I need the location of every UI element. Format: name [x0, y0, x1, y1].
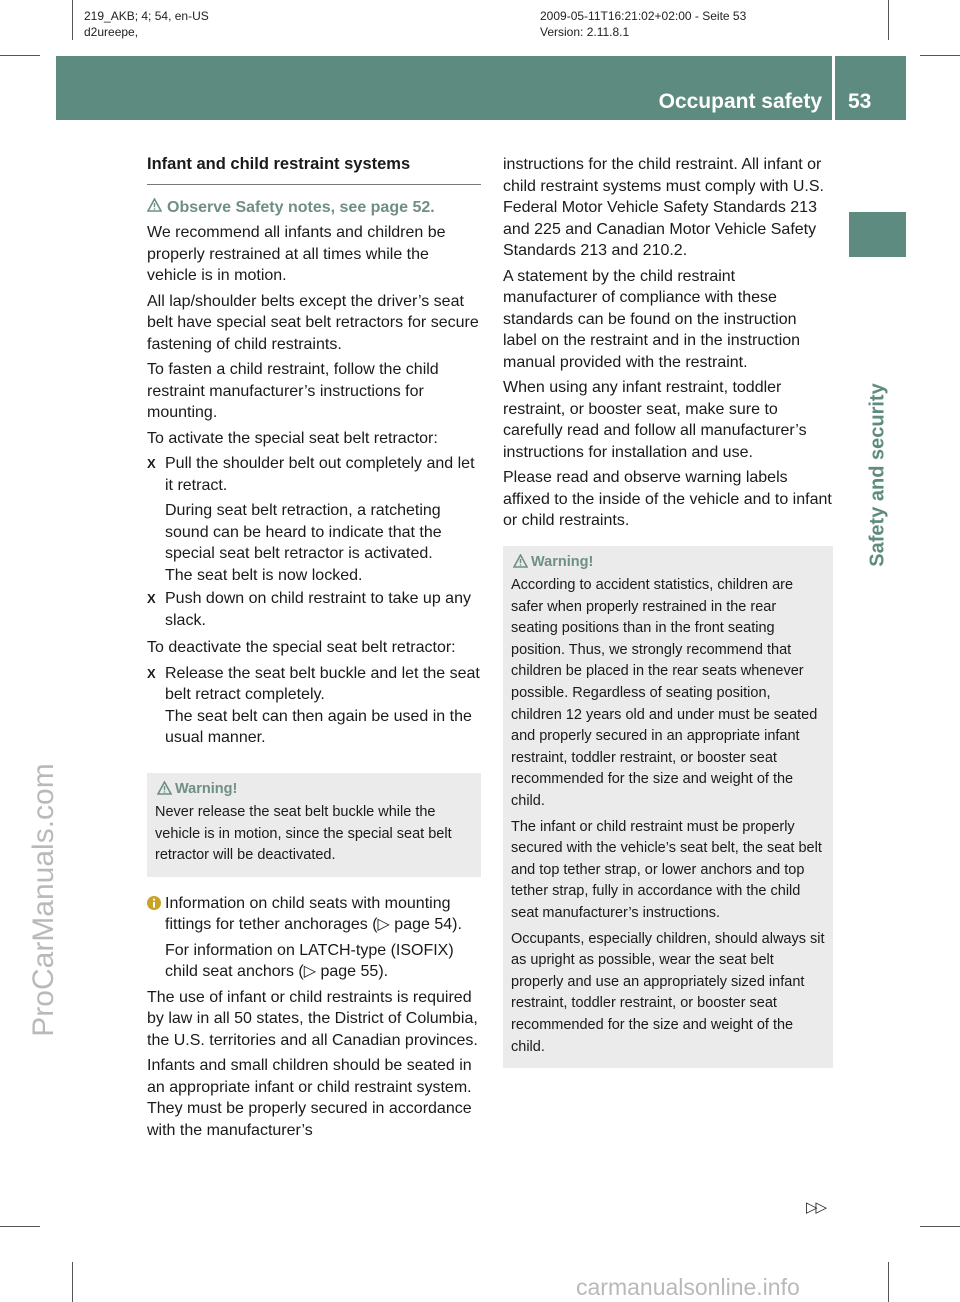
step-text: Release the seat belt buckle and let the seat belt retract completely.: [165, 664, 480, 703]
paragraph: All lap/shoulder belts except the driver’s seat belt have special seat belt retractors for secure fastening of child restraints.: [147, 292, 479, 353]
warning-title-text: Warning!: [531, 553, 594, 570]
crop-mark: [888, 0, 889, 40]
warning-text: According to accident statistics, children are safer when properly restrained in the rear seating positions than in the front seating position. Thus, we strongly recommend that children be placed in the rear seats whenever possible. Regardless of seating position, children 12 years old and under must be seated and properly secured in an appropriate infant restraint, toddler restraint, or booster seat recommended for the size and weight of the child.: [511, 577, 818, 810]
continue-arrows-icon: ▷▷: [806, 1199, 826, 1216]
step-x-icon: X: [147, 665, 156, 681]
info-icon: [147, 896, 161, 910]
paragraph: A statement by the child restraint manufacturer of compliance with these standards can be found on the instruction label on the restraint and in the instruction manual provided with the restraint.: [503, 267, 801, 371]
meta-left-line2: d2ureepe,: [84, 25, 139, 39]
crop-mark: [72, 1262, 73, 1302]
header-separator: [832, 56, 835, 120]
meta-left-line1: 219_AKB; 4; 54, en-US: [84, 9, 209, 23]
step-result: The seat belt is now locked.: [165, 566, 363, 584]
warning-title: [155, 779, 473, 801]
warning-triangle-icon: [513, 554, 528, 568]
print-meta-right: [540, 8, 746, 40]
watermark-left-text: ProCarManuals.com: [27, 763, 60, 1037]
paragraph: To deactivate the special seat belt retractor:: [147, 639, 456, 656]
crop-mark: [0, 1226, 40, 1227]
page-number: 53: [848, 90, 872, 113]
right-column: [503, 154, 833, 1084]
warning-box: [147, 773, 481, 877]
watermark-bottom: carmanualsonline.info: [576, 1274, 800, 1300]
paragraph: The use of infant or child restraints is required by law in all 50 states, the District of Columbia, the U.S. territories and all Canadian provinces.: [147, 988, 478, 1049]
paragraph: Please read and observe warning labels affixed to the inside of the vehicle and to infant or child restraints.: [503, 469, 832, 529]
side-chapter-text: Safety and security: [866, 383, 889, 567]
warning-title: [511, 552, 825, 574]
step-x-icon: X: [147, 591, 156, 606]
paragraph: Infants and small children should be seated in an appropriate infant or child restraint system. They must be properly secured in accordance with the manufacturer’s: [147, 1057, 472, 1139]
meta-right-line2: Version: 2.11.8.1: [540, 25, 630, 39]
step-item: [147, 453, 481, 586]
paragraph: We recommend all infants and children be properly restrained at all times while the vehicle is in motion.: [147, 224, 446, 284]
observe-note: [147, 197, 481, 219]
paragraph: To fasten a child restraint, follow the child restraint manufacturer’s instructions for mounting.: [147, 361, 439, 421]
warning-text: The infant or child restraint must be properly secured with the vehicle’s seat belt, the seat belt and top tether strap, or lower anchors and top tether strap, fully in accordance with the child seat manufacturer’s instructions.: [511, 818, 822, 921]
side-tab-marker: [849, 212, 906, 257]
crop-mark: [0, 55, 40, 56]
warning-title-text: Warning!: [175, 780, 238, 797]
step-text: Pull the shoulder belt out completely and let it retract.: [165, 455, 475, 494]
warning-text: Never release the seat belt buckle while the vehicle is in motion, since the special seat belt retractor will be deactivated.: [155, 804, 452, 864]
info-note: [147, 893, 481, 983]
observe-text: Observe Safety notes, see page 52.: [167, 198, 435, 216]
crop-mark: [72, 0, 73, 40]
crop-mark: [888, 1262, 889, 1302]
step-result: The seat belt can then again be used in the usual manner.: [165, 707, 472, 746]
meta-right-line1: 2009-05-11T16:21:02+02:00 - Seite 53: [540, 9, 747, 23]
warning-triangle-icon: [157, 781, 172, 795]
info-text: For information on LATCH-type (ISOFIX) child seat anchors (▷ page 55).: [165, 941, 454, 981]
section-title: Occupant safety: [658, 90, 822, 113]
crop-mark: [920, 1226, 960, 1227]
warning-triangle-icon: [147, 198, 162, 212]
left-column: [147, 154, 481, 1145]
step-item: [147, 663, 481, 749]
paragraph: When using any infant restraint, toddler restraint, or booster seat, make sure to carefully read and follow all manufacturer’s instructions for installation and use.: [503, 379, 807, 461]
info-text: Information on child seats with mounting fittings for tether anchorages (▷ page 54).: [165, 894, 462, 934]
paragraph: To activate the special seat belt retractor:: [147, 429, 438, 447]
step-text: Push down on child restraint to take up any slack.: [165, 590, 471, 629]
warning-box: [503, 546, 833, 1069]
step-item: [147, 588, 481, 631]
step-x-icon: X: [147, 456, 156, 471]
warning-text: Occupants, especially children, should always sit as upright as possible, wear the seat belt properly and use an appropriately sized infant restraint, toddler restraint, or booster seat recommended for the size and weight of the child.: [511, 930, 825, 1055]
print-meta-left: [84, 8, 209, 40]
section-heading: Infant and child restraint systems: [147, 154, 481, 185]
step-result: During seat belt retraction, a ratcheting sound can be heard to indicate that the special seat belt retractor is activated.: [165, 502, 442, 562]
crop-mark: [920, 55, 960, 56]
paragraph: instructions for the child restraint. All infant or child restraint systems must comply with U.S. Federal Motor Vehicle Safety Standards 213 and 225 and Canadian Motor Vehicle Safety Standards 213 and 210.2.: [503, 156, 824, 259]
